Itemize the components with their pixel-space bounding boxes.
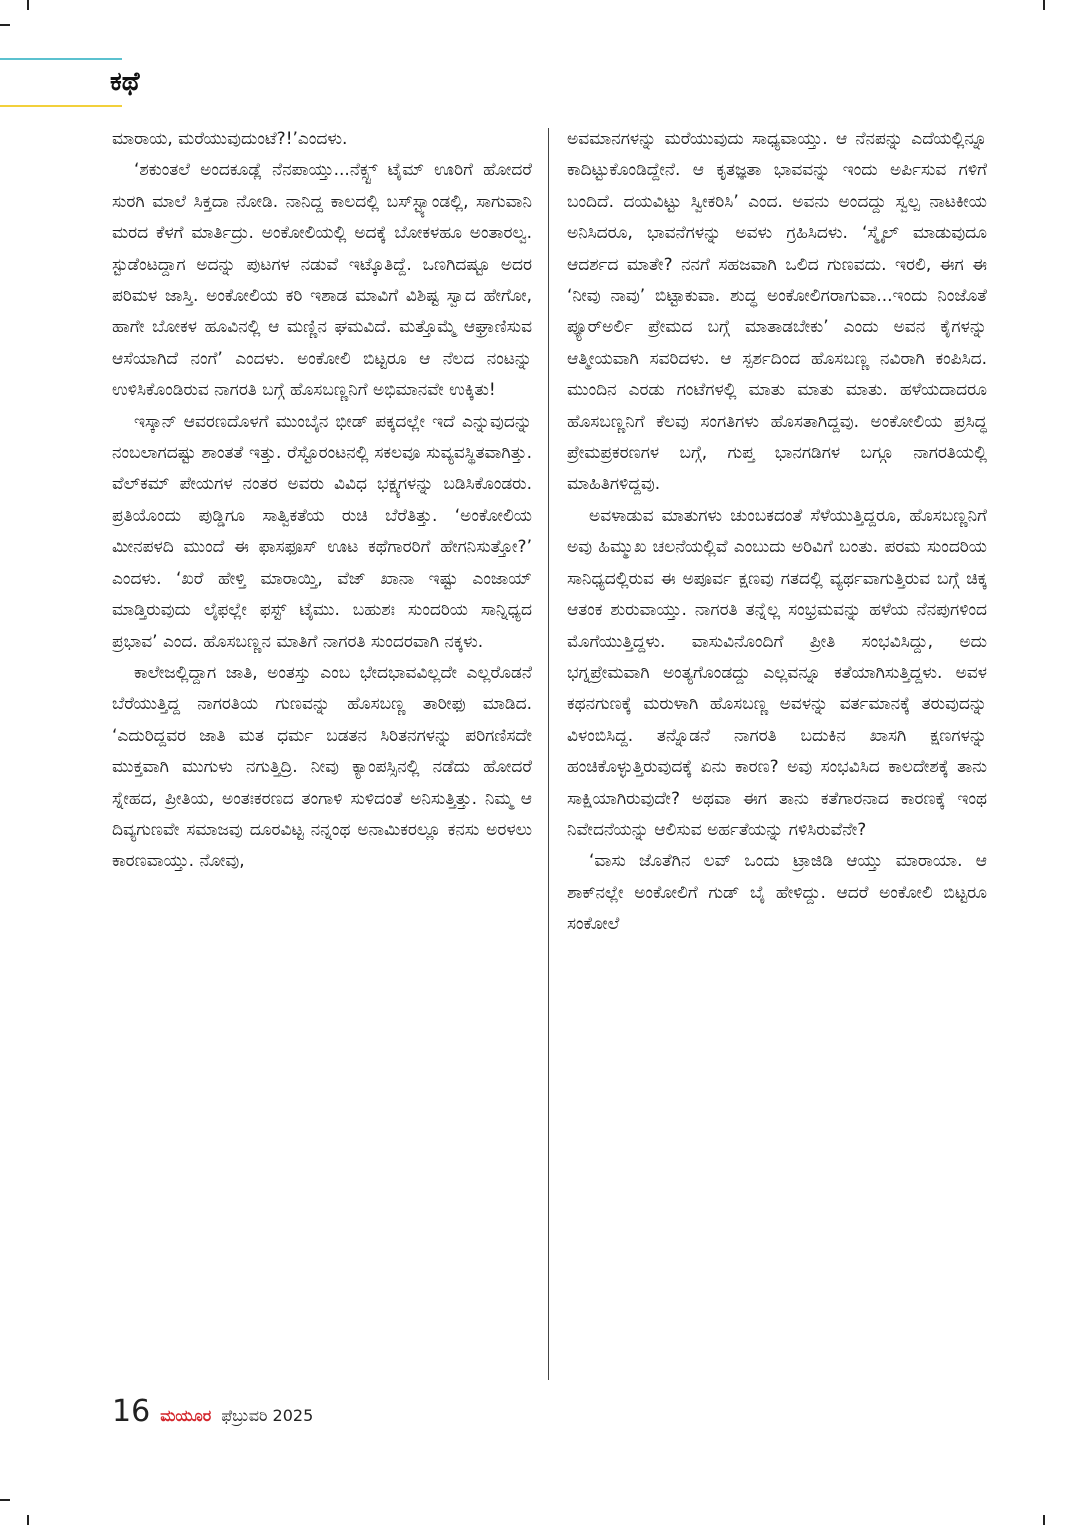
crop-mark: [0, 1499, 10, 1501]
article-paragraph: ಮಾರಾಯ, ಮರೆಯುವುದುಂಟೆ?!’ಎಂದಳು.: [112, 129, 348, 149]
article-paragraph: ಅವಳಾಡುವ ಮಾತುಗಳು ಚುಂಬಕದಂತೆ ಸೆಳೆಯುತ್ತಿದ್ದರೂ, ಹೊಸಬಣ್ಣನಿಗೆ ಅವು ಹಿಮ್ಮುಖ ಚಲನೆಯಲ್ಲಿವೆ ಎಂಬುದು ಅರಿವಿಗೆ ಬಂತು. ಪರಮ ಸುಂದರಿಯ ಸಾನಿಧ್ಯದಲ್ಲಿರುವ ಈ ಅಪೂರ್ವ ಕ್ಷಣವು ಗತದಲ್ಲಿ ವ್ಯರ್ಥವಾಗುತ್ತಿರುವ ಬಗ್ಗೆ ಚಿಕ್ಕ ಆತಂಕ ಶುರುವಾಯ್ತು. ನಾಗರತಿ ತನ್ನೆಲ್ಲ ಸಂಭ್ರಮವನ್ನು ಹಳೆಯ ನೆನಪುಗಳಿಂದ ಮೊಗೆಯುತ್ತಿದ್ದಳು. ವಾಸುವಿನೊಂದಿಗೆ ಪ್ರೀತಿ ಸಂಭವಿಸಿದ್ದು, ಅದು ಭಗ್ನಪ್ರೇಮವಾಗಿ ಅಂತ್ಯಗೊಂಡದ್ದು ಎಲ್ಲವನ್ನೂ ಕತೆಯಾಗಿಸುತ್ತಿದ್ದಳು. ಅವಳ ಕಥನಗುಣಕ್ಕೆ ಮರುಳಾಗಿ ಹೊಸಬಣ್ಣ ಅವಳನ್ನು ವರ್ತಮಾನಕ್ಕೆ ತರುವುದನ್ನು ವಿಳಂಬಿಸಿದ್ದ. ತನ್ನೊಡನೆ ನಾಗರತಿ ಬದುಕಿನ ಖಾಸಗಿ ಕ್ಷಣಗಳನ್ನು ಹಂಚಿಕೊಳ್ಳುತ್ತಿರುವುದಕ್ಕೆ ಏನು ಕಾರಣ? ಅವು ಸಂಭವಿಸಿದ ಕಾಲದೇಶಕ್ಕೆ ತಾನು ಸಾಕ್ಷಿಯಾಗಿರುವುದೇ? ಅಥವಾ ಈಗ ತಾನು ಕತೆಗಾರನಾದ ಕಾರಣಕ್ಕೆ ಇಂಥ ನಿವೇದನೆಯನ್ನು ಆಲಿಸುವ ಅರ್ಹತೆಯನ್ನು ಗಳಿಸಿರುವೆನೇ?: [567, 505, 987, 840]
magazine-logo: ಮಯೂರ: [160, 1406, 212, 1425]
article-column-right: [567, 124, 987, 1380]
crop-mark: [1043, 0, 1045, 10]
page-number: 16: [112, 1394, 151, 1429]
article-paragraph: ಇಸ್ಕಾನ್ ಆವರಣದೊಳಗೆ ಮುಂಬೈನ ಭೀಡ್ ಪಕ್ಕದಲ್ಲೇ ಇದೆ ಎನ್ನುವುದನ್ನು ನಂಬಲಾಗದಷ್ಟು ಶಾಂತತೆ ಇತ್ತು. ರೆಸ್ಟೊರಂಟನಲ್ಲಿ ಸಕಲವೂ ಸುವ್ಯವಸ್ಥಿತವಾಗಿತ್ತು. ವೆಲ್‌ಕಮ್ ಪೇಯಗಳ ನಂತರ ಅವರು ವಿವಿಧ ಭಕ್ಷ್ಯಗಳನ್ನು ಬಡಿಸಿಕೊಂಡರು. ಪ್ರತಿಯೊಂದು ಪುಡ್ಡಿಗೂ ಸಾತ್ವಿಕತೆಯ ರುಚಿ ಬೆರೆತಿತ್ತು. ‘ಅಂಕೋಲಿಯ ಮೀನಪಳದಿ ಮುಂದೆ ಈ ಫಾಸಫೂಸ್ ಊಟ ಕಥೆಗಾರರಿಗೆ ಹೇಗನಿಸುತ್ತೋ?’ ಎಂದಳು. ‘ಖರೆ ಹೇಳ್ತಿ ಮಾರಾಯ್ತಿ, ವೆಜ್ ಖಾನಾ ಇಷ್ಟು ಎಂಜಾಯ್ ಮಾಡ್ತಿರುವುದು ಲೈಫಲ್ಲೇ ಫಸ್ಟ್ ಟೈಮು. ಬಹುಶಃ ಸುಂದರಿಯ ಸಾನ್ನಿಧ್ಯದ ಪ್ರಭಾವ’ ಎಂದ. ಹೊಸಬಣ್ಣನ ಮಾತಿಗೆ ನಾಗರತಿ ಸುಂದರವಾಗಿ ನಕ್ಕಳು.: [112, 411, 532, 652]
article-paragraph: ‘ವಾಸು ಜೊತೆಗಿನ ಲವ್ ಒಂದು ಟ್ರಾಜಿಡಿ ಆಯ್ತು ಮಾರಾಯಾ. ಆ ಶಾಕ್‌ನಲ್ಲೇ ಅಂಕೋಲಿಗೆ ಗುಡ್ ಬೈ ಹೇಳಿದ್ದು. ಆದರೆ ಅಂಕೋಲಿ ಬಿಟ್ಟರೂ ಸಂಕೋಲೆ: [567, 851, 987, 935]
header-rule-top: [0, 58, 122, 60]
article-paragraph: ಕಾಲೇಜಲ್ಲಿದ್ದಾಗ ಜಾತಿ, ಅಂತಸ್ತು ಎಂಬ ಭೇದಭಾವವಿಲ್ಲದೇ ಎಲ್ಲರೊಡನೆ ಬೆರೆಯುತ್ತಿದ್ದ ನಾಗರತಿಯ ಗುಣವನ್ನು ಹೊಸಬಣ್ಣ ತಾರೀಫು ಮಾಡಿದ. ‘ಎದುರಿದ್ದವರ ಜಾತಿ ಮತ ಧರ್ಮ ಬಡತನ ಸಿರಿತನಗಳನ್ನು ಪರಿಗಣಿಸದೇ ಮುಕ್ತವಾಗಿ ಮುಗುಳು ನಗುತ್ತಿದ್ರಿ. ನೀವು ಕ್ಯಾಂಪಸ್ಸಿನಲ್ಲಿ ನಡೆದು ಹೋದರೆ ಸ್ನೇಹದ, ಪ್ರೀತಿಯ, ಅಂತಃಕರಣದ ತಂಗಾಳಿ ಸುಳಿದಂತೆ ಅನಿಸುತ್ತಿತ್ತು. ನಿಮ್ಮ ಆ ದಿವ್ಯಗುಣವೇ ಸಮಾಜವು ದೂರವಿಟ್ಟ ನನ್ನಂಥ ಅನಾಮಿಕರಲ್ಲೂ ಕನಸು ಅರಳಲು ಕಾರಣವಾಯ್ತು. ನೋವು,: [112, 662, 532, 872]
issue-date: ಫೆಬ್ರುವರಿ 2025: [221, 1406, 314, 1425]
crop-mark: [27, 0, 29, 10]
crop-mark: [0, 24, 10, 26]
section-label: ಕಥೆ: [110, 67, 140, 97]
header-rule-bottom: [0, 105, 122, 107]
column-divider: [548, 128, 549, 1380]
crop-mark: [1043, 1515, 1045, 1525]
article-paragraph: ‘ಶಕುಂತಲೆ ಅಂದಕೂಡ್ಲೆ ನೆನಪಾಯ್ತು...ನೆಕ್ಸ್ಟ್ ಟೈಮ್ ಊರಿಗೆ ಹೋದರೆ ಸುರಗಿ ಮಾಲೆ ಸಿಕ್ತದಾ ನೋಡಿ. ನಾನಿದ್ದ ಕಾಲದಲ್ಲಿ ಬಸ್‌ಸ್ಟ್ಯಾಂಡಲ್ಲಿ, ಸಾಗುವಾನಿ ಮರದ ಕೆಳಗೆ ಮಾರ್ತಿದ್ರು. ಅಂಕೋಲಿಯಲ್ಲಿ ಅದಕ್ಕೆ ಬೋಕಳಹೂ ಅಂತಾರಲ್ವ. ಸ್ಟುಡೆಂಟದ್ದಾಗ ಅದನ್ನು ಪುಟಗಳ ನಡುವೆ ಇಟ್ಕೊತಿದ್ದೆ. ಒಣಗಿದಷ್ಟೂ ಅದರ ಪರಿಮಳ ಜಾಸ್ತಿ. ಅಂಕೋಲಿಯ ಕರಿ ಇಶಾಡ ಮಾವಿಗೆ ವಿಶಿಷ್ಟ ಸ್ವಾದ ಹೇಗೋ, ಹಾಗೇ ಬೋಕಳ ಹೂವಿನಲ್ಲಿ ಆ ಮಣ್ಣಿನ ಘಮವಿದೆ. ಮತ್ತೊಮ್ಮೆ ಆಘ್ರಾಣಿಸುವ ಆಸೆಯಾಗಿದೆ ನಂಗೆ’ ಎಂದಳು. ಅಂಕೋಲಿ ಬಿಟ್ಟರೂ ಆ ನೆಲದ ನಂಟನ್ನು ಉಳಿಸಿಕೊಂಡಿರುವ ನಾಗರತಿ ಬಗ್ಗೆ ಹೊಸಬಣ್ಣನಿಗೆ ಅಭಿಮಾನವೇ ಉಕ್ಕಿತು!: [112, 160, 532, 401]
article-paragraph: ಅವಮಾನಗಳನ್ನು ಮರೆಯುವುದು ಸಾಧ್ಯವಾಯ್ತು. ಆ ನೆನಪನ್ನು ಎದೆಯಲ್ಲಿನ್ನೂ ಕಾದಿಟ್ಟುಕೊಂಡಿದ್ದೇನೆ. ಆ ಕೃತಜ್ಞತಾ ಭಾವವನ್ನು ಇಂದು ಅರ್ಪಿಸುವ ಗಳಿಗೆ ಬಂದಿದೆ. ದಯವಿಟ್ಟು ಸ್ವೀಕರಿಸಿ’ ಎಂದ. ಅವನು ಅಂದದ್ದು ಸ್ವಲ್ಪ ನಾಟಕೀಯ ಅನಿಸಿದರೂ, ಭಾವನೆಗಳನ್ನು ಅವಳು ಗ್ರಹಿಸಿದಳು. ‘ಸ್ಮೈಲ್ ಮಾಡುವುದೂ ಆದರ್ಶದ ಮಾತೇ? ನನಗೆ ಸಹಜವಾಗಿ ಒಲಿದ ಗುಣವದು. ಇರಲಿ, ಈಗ ಈ ‘ನೀವು ನಾವು’ ಬಿಟ್ಟಾಕುವಾ. ಶುದ್ಧ ಅಂಕೋಲಿಗರಾಗುವಾ...ಇಂದು ನಿಂಜೊತೆ ಪ್ಯೂರ್‌ಅರ್ಲಿ ಪ್ರೇಮದ ಬಗ್ಗೆ ಮಾತಾಡಬೇಕು’ ಎಂದು ಅವನ ಕೈಗಳನ್ನು ಆತ್ಮೀಯವಾಗಿ ಸವರಿದಳು. ಆ ಸ್ಪರ್ಶದಿಂದ ಹೊಸಬಣ್ಣ ನವಿರಾಗಿ ಕಂಪಿಸಿದ. ಮುಂದಿನ ಎರಡು ಗಂಟೆಗಳಲ್ಲಿ ಮಾತು ಮಾತು ಮಾತು. ಹಳೆಯದಾದರೂ ಹೊಸಬಣ್ಣನಿಗೆ ಕೆಲವು ಸಂಗತಿಗಳು ಹೊಸತಾಗಿದ್ದವು. ಅಂಕೋಲಿಯ ಪ್ರಸಿದ್ಧ ಪ್ರೇಮಪ್ರಕರಣಗಳ ಬಗ್ಗೆ, ಗುಪ್ತ ಭಾನಗಡಿಗಳ ಬಗ್ಗೂ ನಾಗರತಿಯಲ್ಲಿ ಮಾಹಿತಿಗಳಿದ್ದವು.: [567, 129, 987, 495]
article-column-left: [112, 124, 532, 1380]
crop-mark: [27, 1515, 29, 1525]
page-footer: [112, 1392, 313, 1432]
